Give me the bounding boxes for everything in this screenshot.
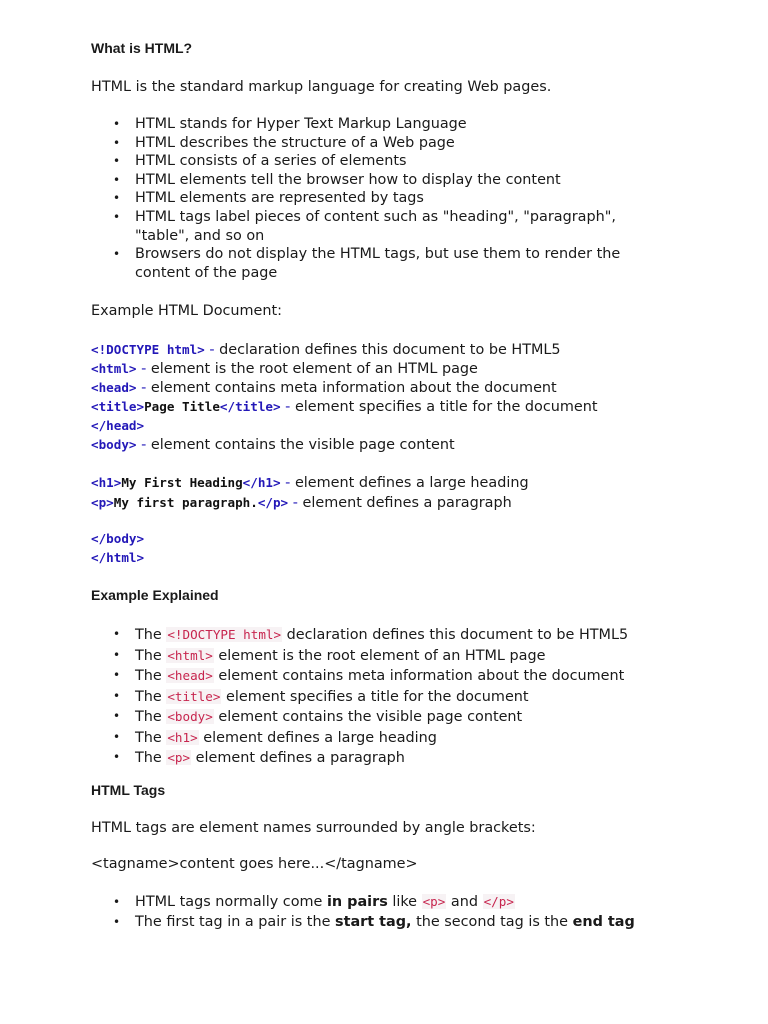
bold-text: start tag, [335,914,412,930]
code-line-doctype [91,340,561,360]
code-tag: <body> [91,437,137,452]
list-item [113,646,628,667]
code-text: My first paragraph. [113,495,258,510]
list-item [113,892,635,912]
list-item [113,687,628,708]
code-chip: <!DOCTYPE html> [167,627,282,642]
list-item [113,707,628,728]
dash: - [285,475,291,491]
code-chip: <p> [167,750,191,765]
code-line-body [91,435,455,455]
list-text: element defines a paragraph [195,750,405,766]
code-line-html [91,359,478,379]
list-prefix: The [135,750,162,766]
code-text: My First Heading [121,475,243,490]
list-item: • HTML describes the structure of a Web page [113,134,620,153]
list-item: • HTML elements tell the browser how to display the content [113,171,620,190]
list-text: element is the root element of an HTML page [218,647,546,664]
code-line-title [91,397,598,417]
code-tag: </head> [91,418,145,433]
list-prefix: The [135,688,162,705]
intro-paragraph: HTML is the standard markup language for creating Web pages. [91,79,552,95]
list-item [113,245,620,282]
list-text: element contains the visible page content [218,709,523,725]
code-line-head-close [91,416,144,436]
code-chip: <body> [167,709,213,724]
list-item: • HTML consists of a series of elements [113,152,620,171]
html-facts-list [113,115,620,282]
code-chip: </p> [483,894,514,909]
heading-html-tags: HTML Tags [91,782,166,798]
list-text: the second tag is the [416,914,569,930]
list-prefix: The [135,668,162,684]
dash: - [141,380,147,396]
code-tag: </p> [257,495,289,510]
list-item-line: "table", and so on [135,227,265,244]
list-text: element specifies a title for the document [226,688,529,705]
list-item [113,728,628,749]
list-text: The first tag in a pair is the [135,914,331,930]
code-tag: <h1> [91,475,122,490]
code-text: Page Title [144,399,220,414]
dash: - [141,437,147,453]
list-item [113,625,628,646]
code-line-p [91,493,512,513]
heading-example-explained: Example Explained [91,587,219,603]
code-tag: <p> [91,495,114,510]
code-chip: <head> [167,668,213,683]
code-desc: element contains meta information about the document [150,380,557,396]
list-item [113,208,620,245]
code-desc: element defines a large heading [294,475,529,491]
code-tag: </html> [91,550,145,565]
list-item-line: HTML tags label pieces of content such as "heading", "paragraph", [135,208,616,225]
code-chip: <html> [167,647,213,663]
code-desc: element specifies a title for the document [294,399,598,415]
dash: - [141,361,147,377]
code-tag: <!DOCTYPE html> [91,342,205,357]
code-desc: element defines a paragraph [302,495,512,511]
list-item [113,666,628,687]
tags-intro: HTML tags are element names surrounded by angle brackets: [91,820,536,836]
tags-syntax: <tagname>content goes here...</tagname> [91,856,418,872]
list-prefix: The [135,709,162,725]
code-chip: <p> [422,894,446,909]
list-text: element defines a large heading [203,729,437,746]
list-text: and [450,894,478,910]
code-line-h1 [91,473,529,493]
dash: - [292,495,298,511]
code-desc: declaration defines this document to be HTML5 [219,342,561,358]
list-item [113,748,628,769]
list-prefix: The [135,729,162,746]
list-text: like [392,894,418,910]
list-item: • HTML stands for Hyper Text Markup Language [113,115,620,134]
list-item [113,912,635,932]
code-line-head [91,378,557,398]
list-item-line: content of the page [135,264,278,281]
code-tag: <title> [91,399,145,414]
code-tag: </body> [91,531,145,546]
list-text: element contains meta information about the document [218,668,625,684]
code-tag: </title> [219,399,281,414]
dash: - [209,342,215,358]
dash: - [285,399,291,415]
code-tag: <html> [91,361,137,376]
list-text: declaration defines this document to be HTML5 [286,627,629,643]
code-desc: element is the root element of an HTML page [150,361,478,377]
list-prefix: The [135,647,162,664]
explained-list [113,625,628,769]
bold-text: end tag [572,914,635,930]
list-item: • HTML elements are represented by tags [113,189,620,208]
example-label: Example HTML Document: [91,303,283,319]
code-desc: element contains the visible page content [150,437,455,453]
list-item-line: Browsers do not display the HTML tags, but use them to render the [135,246,621,263]
bold-text: in pairs [326,894,388,910]
code-line-html-close [91,548,144,568]
heading-what-is-html: What is HTML? [91,40,193,56]
code-tag: <head> [91,380,137,395]
tags-list [113,892,635,932]
list-text: HTML tags normally come [135,894,323,910]
code-tag: </h1> [242,475,281,490]
list-prefix: The [135,627,162,643]
code-chip: <h1> [167,729,198,745]
code-chip: <title> [167,688,221,704]
code-line-body-close [91,529,144,549]
